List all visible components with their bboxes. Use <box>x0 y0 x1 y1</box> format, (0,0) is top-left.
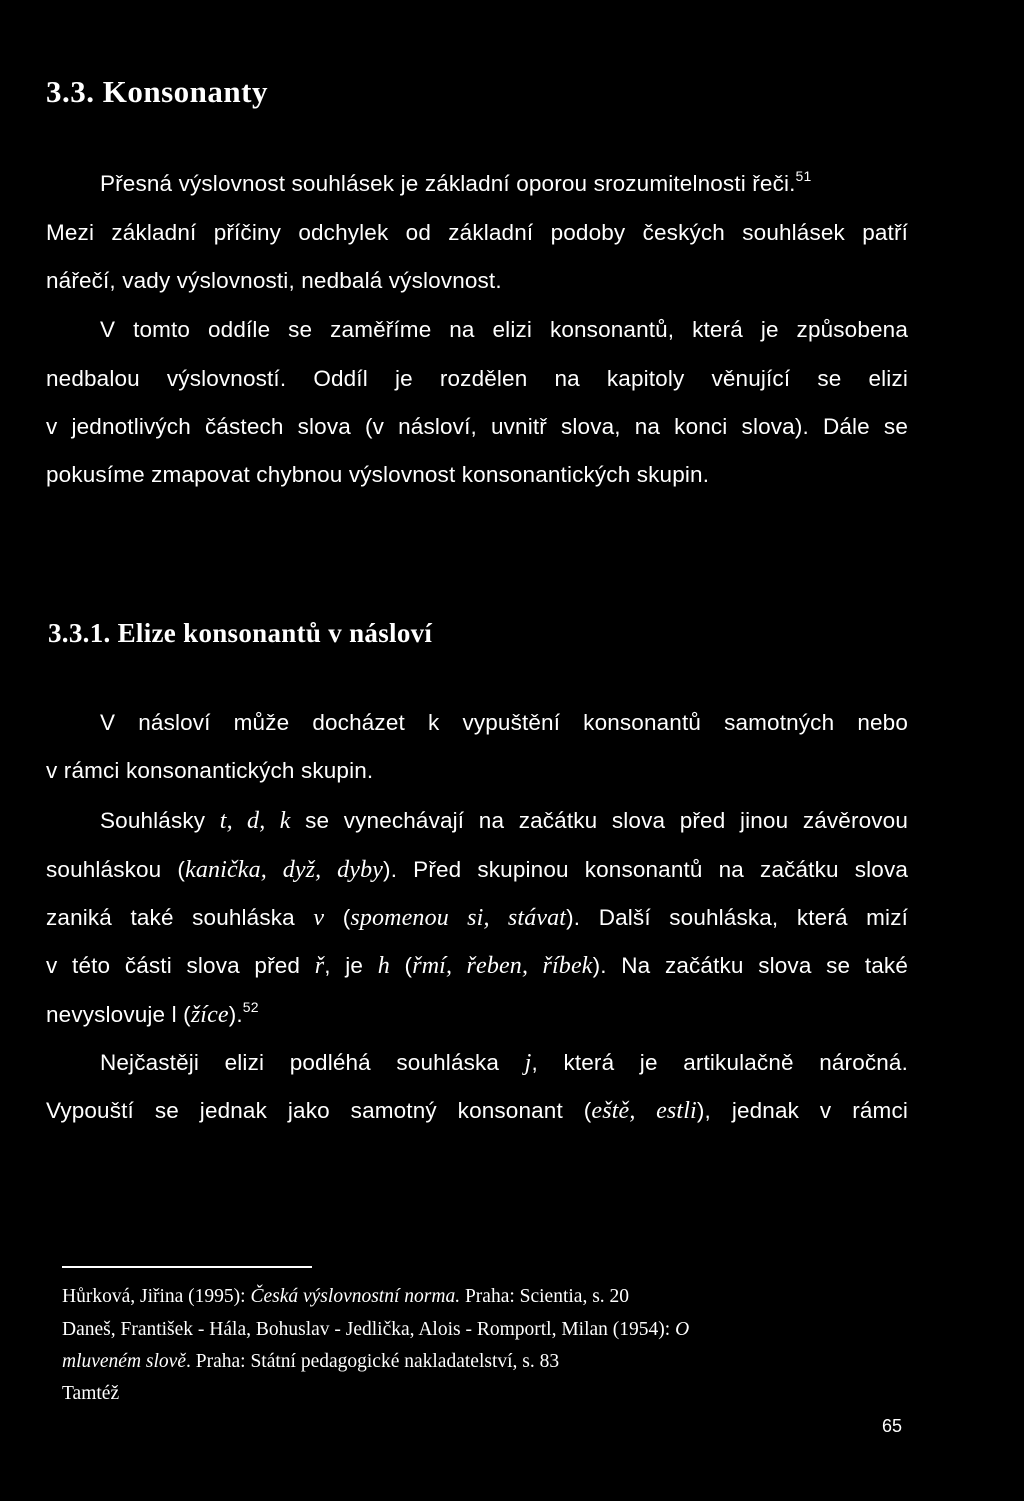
intro-line: Mezi základní příčiny odchylek od základní podoby českých souhlásek patří <box>46 220 908 245</box>
intro-line <box>100 168 812 196</box>
italic-example: t, d, k <box>219 808 291 834</box>
paragraph-line <box>46 1099 908 1123</box>
paragraph-line: V násloví může docházet k vypuštění konsonantů samotných nebo <box>100 710 908 735</box>
intro-line: v jednotlivých částech slova (v násloví, uvnitř slova, na konci slova). Dále se <box>46 414 908 439</box>
page-number: 65 <box>882 1416 903 1436</box>
text-run: , která je artikulačně náročná. <box>531 1050 908 1075</box>
footnote-ref: 52 <box>242 999 259 1015</box>
intro-line: V tomto oddíle se zaměříme na elizi konsonantů, která je způsobena <box>100 317 908 342</box>
text-run: Přesná výslovnost souhlásek je základní oporou srozumitelnosti řeči. <box>100 171 796 196</box>
text-run: ( <box>324 905 351 930</box>
page-title: 3.3. Konsonanty <box>46 74 268 109</box>
citation-title: O <box>675 1319 690 1340</box>
footnote-continuation <box>62 1352 559 1372</box>
intro-line: nářečí, vady výslovnosti, nedbalá výslovnost. <box>46 268 502 293</box>
paragraph-line <box>46 906 908 930</box>
text-run: Nejčastěji elizi podléhá souhláska <box>100 1050 525 1075</box>
text-run: Daneš, František - Hála, Bohuslav - Jedlička, Alois - Romportl, Milan (1954): <box>62 1319 676 1340</box>
text-run: Praha: Scientia, s. 20 <box>460 1286 630 1307</box>
text-run: ), jednak v rámci <box>696 1098 908 1123</box>
text-run: Souhlásky <box>100 808 220 833</box>
text-run: ). Na začátku slova se také <box>592 953 908 978</box>
text-run: nevyslovuje l ( <box>46 1002 191 1027</box>
text-run: , je <box>324 953 378 978</box>
text-run: zaniká také souhláska <box>46 905 314 930</box>
italic-example: kanička, dyž, dyby <box>185 857 384 883</box>
italic-example: spomenou si, stávat <box>350 905 567 931</box>
footnote-divider <box>62 1266 312 1268</box>
italic-example: eště, estli <box>591 1098 697 1124</box>
paragraph-line: v rámci konsonantických skupin. <box>46 758 374 783</box>
footnote: Tamtéž <box>62 1383 120 1404</box>
text-run: ). <box>228 1002 243 1027</box>
text-run: ( <box>389 953 413 978</box>
text-run: . Praha: Státní pedagogické nakladatelství, s. 83 <box>186 1351 560 1372</box>
citation-title: Česká výslovnostní norma. <box>250 1286 461 1307</box>
text-run: souhláskou ( <box>46 857 186 882</box>
section-heading: 3.3.1. Elize konsonantů v násloví <box>48 618 433 648</box>
italic-example: v <box>313 905 325 931</box>
footnote <box>62 1320 689 1340</box>
italic-example: řmí, řeben, říbek <box>412 953 593 979</box>
paragraph-line <box>46 999 259 1028</box>
footnote-ref: 51 <box>795 168 812 184</box>
text-run: v této části slova před <box>46 953 315 978</box>
italic-example: h <box>377 953 390 979</box>
text-run: Hůrková, Jiřina (1995): <box>62 1286 251 1307</box>
italic-example: j <box>524 1050 532 1076</box>
footnote <box>62 1287 629 1307</box>
paragraph-line <box>100 809 908 833</box>
intro-line: pokusíme zmapovat chybnou výslovnost konsonantických skupin. <box>46 462 710 487</box>
italic-example: ř <box>314 953 325 979</box>
citation-title: mluveném slově <box>62 1351 186 1372</box>
paragraph-line <box>100 1051 908 1075</box>
text-run: Vypouští se jednak jako samotný konsonant ( <box>46 1098 592 1123</box>
text-run: ). Před skupinou konsonantů na začátku slova <box>383 857 909 882</box>
intro-line: nedbalou výslovností. Oddíl je rozdělen na kapitoly věnující se elizi <box>46 366 908 391</box>
paragraph-line <box>46 858 908 882</box>
text-run: se vynechávají na začátku slova před jinou závěrovou <box>290 808 909 833</box>
italic-example: žíce <box>190 1002 229 1028</box>
paragraph-line <box>46 954 908 978</box>
text-run: ). Další souhláska, která mizí <box>566 905 909 930</box>
